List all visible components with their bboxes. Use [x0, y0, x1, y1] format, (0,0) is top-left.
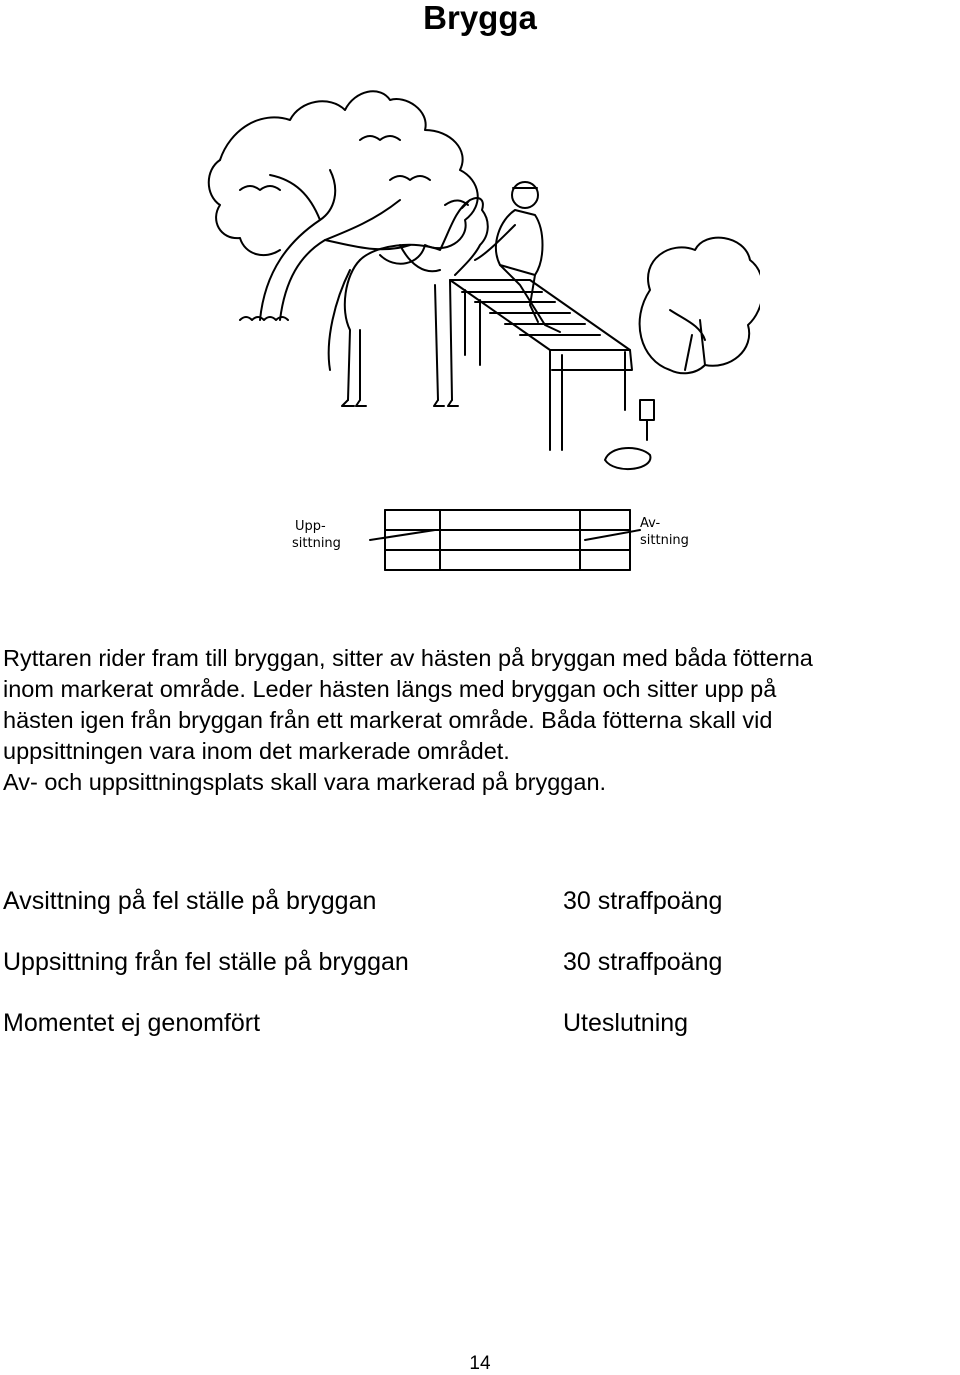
penalty-fault: Avsittning på fel ställe på bryggan [3, 887, 377, 915]
bridge-plan-diagram [292, 510, 689, 570]
description-line: uppsittningen vara inom det markerade området. [3, 738, 510, 764]
penalty-points: 30 straffpoäng [563, 887, 723, 915]
page-title: Brygga [423, 0, 537, 36]
rider-dismounting-horse-at-bridge-drawing [200, 70, 760, 590]
table-row [3, 885, 903, 946]
dismount-label-line2: sittning [640, 533, 689, 548]
rider-drawing [475, 182, 560, 332]
penalty-points: 30 straffpoäng [563, 948, 723, 976]
table-row [3, 946, 903, 1007]
description-line: hästen igen från bryggan från ett markerat område. Båda fötterna skall vid [3, 707, 773, 733]
description-line: Av- och uppsittningsplats skall vara markerad på bryggan. [3, 769, 607, 795]
penalty-points: Uteslutning [563, 1009, 689, 1037]
bush-drawing [640, 238, 760, 374]
description-line: Ryttaren rider fram till bryggan, sitter av hästen på bryggan med båda fötterna [3, 645, 813, 671]
dismount-label-line1: Av- [640, 516, 661, 531]
penalty-fault: Uppsittning från fel ställe på bryggan [3, 948, 409, 976]
page-number: 14 [469, 1353, 491, 1374]
description-line: inom markerat område. Leder hästen längs med bryggan och sitter upp på [3, 676, 777, 702]
penalty-fault: Momentet ej genomfört [3, 1009, 261, 1037]
bridge-drawing [450, 280, 632, 450]
sign-posts-drawing [605, 400, 654, 469]
penalty-table [3, 885, 903, 1068]
description-paragraph [3, 643, 958, 798]
table-row [3, 1007, 903, 1068]
mount-label-line2: sittning [292, 536, 341, 551]
mount-label-line1: Upp- [295, 519, 326, 534]
